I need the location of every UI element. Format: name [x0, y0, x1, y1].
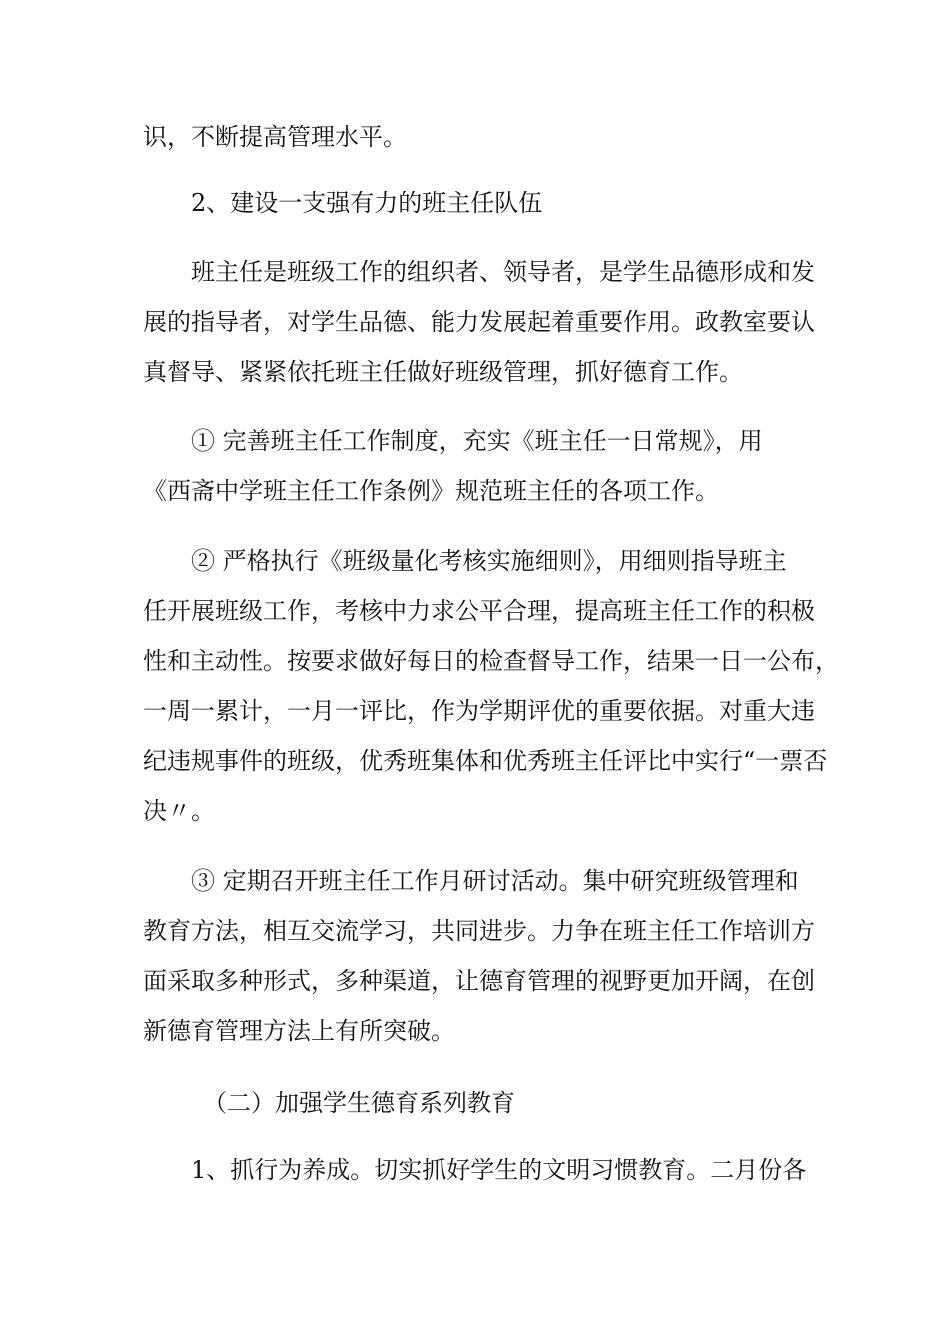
- list-item-3-line: 新德育管理方法上有所突破。: [143, 1017, 455, 1045]
- paragraph-line: 真督导、紧紧依托班主任做好班级管理，抓好德育工作。: [143, 358, 743, 386]
- list-item-3-line: ③ 定期召开班主任工作月研讨活动。集中研究班级管理和: [191, 867, 799, 895]
- list-item-1-line: ① 完善班主任工作制度，充实《班主任一日常规》，用: [191, 427, 763, 455]
- paragraph-line: 班主任是班级工作的组织者、领导者，是学生品德形成和发: [191, 258, 815, 286]
- list-item-3-line: 教育方法，相互交流学习，共同进步。力争在班主任工作培训方: [143, 917, 815, 945]
- section-heading-2: 2、建设一支强有力的班主任队伍: [191, 189, 543, 217]
- paragraph-line: 1、抓行为养成。切实抓好学生的文明习惯教育。二月份各: [191, 1156, 807, 1184]
- list-item-2-line: 一周一累计，一月一评比，作为学期评优的重要依据。对重大违: [143, 697, 815, 725]
- list-item-1-line: 《西斋中学班主任工作条例》规范班主任的各项工作。: [143, 477, 719, 505]
- text-line-intro-end: 识，不断提高管理水平。: [143, 123, 407, 151]
- list-item-2-line: 任开展班级工作，考核中力求公平合理，提高班主任工作的积极: [143, 597, 815, 625]
- list-item-3-line: 面采取多种形式，多种渠道，让德育管理的视野更加开阔，在创: [143, 967, 815, 995]
- list-item-2-line: ② 严格执行《班级量化考核实施细则》，用细则指导班主: [191, 547, 787, 575]
- list-item-2-line: 性和主动性。按要求做好每日的检查督导工作，结果一日一公布，: [143, 647, 839, 675]
- list-item-2-line: 纪违规事件的班级，优秀班集体和优秀班主任评比中实行“一票否: [143, 747, 828, 775]
- paragraph-line: 展的指导者，对学生品德、能力发展起着重要作用。政教室要认: [143, 308, 815, 336]
- list-item-2-line: 决〃。: [143, 797, 215, 825]
- section-heading-two: （二）加强学生德育系列教育: [203, 1089, 515, 1117]
